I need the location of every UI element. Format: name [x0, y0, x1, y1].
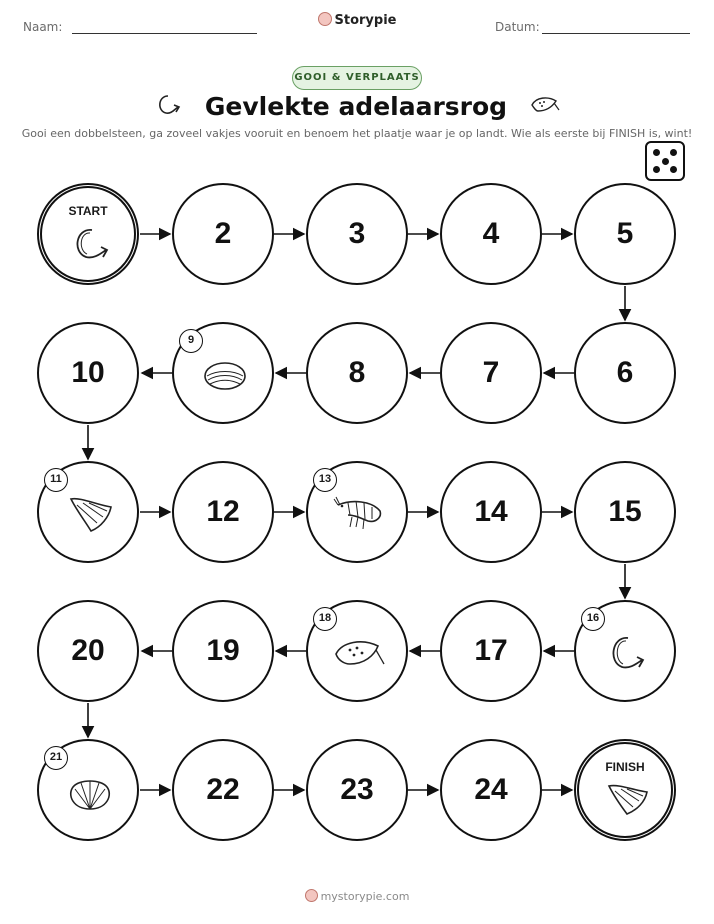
board-square-8: 8 [306, 322, 408, 424]
board-square-20: 20 [37, 600, 139, 702]
instructions-text: Gooi een dobbelsteen, ga zoveel vakjes vooruit en benoem het plaatje waar je op landt. Wie als eerste bij FINISH is, wint! [21, 127, 693, 140]
finish-square [574, 739, 676, 841]
board-square-7: 7 [440, 322, 542, 424]
board-square-3: 3 [306, 183, 408, 285]
hook-icon [70, 224, 112, 266]
shrimp-icon [332, 495, 386, 533]
finish-label: FINISH [605, 760, 645, 774]
picture-number-11: 11 [44, 468, 68, 492]
brand-name: Storypie [334, 13, 397, 28]
picture-number-21: 21 [44, 746, 68, 770]
storypie-logo-icon [305, 889, 318, 902]
board-square-23: 23 [306, 739, 408, 841]
date-label: Datum: [495, 20, 540, 34]
picture-number-18: 18 [313, 607, 337, 631]
name-label: Naam: [23, 20, 63, 34]
board-square-4: 4 [440, 183, 542, 285]
fin-icon [67, 493, 115, 537]
board-square-5: 5 [574, 183, 676, 285]
picture-number-9: 9 [179, 329, 203, 353]
fin-icon [605, 780, 651, 820]
clam-icon [202, 358, 248, 392]
board-square-10: 10 [37, 322, 139, 424]
footer [0, 889, 714, 903]
title-text: Gevlekte adelaarsrog [204, 92, 508, 121]
board-square-6: 6 [574, 322, 676, 424]
board-square-15: 15 [574, 461, 676, 563]
board-square-17: 17 [440, 600, 542, 702]
picture-number-13: 13 [313, 468, 337, 492]
start-square [37, 183, 139, 285]
board-square-14: 14 [440, 461, 542, 563]
board-square-2: 2 [172, 183, 274, 285]
board-square-24: 24 [440, 739, 542, 841]
ray-icon [332, 636, 386, 670]
picture-number-16: 16 [581, 607, 605, 631]
board-square-12: 12 [172, 461, 274, 563]
footer-url[interactable]: mystorypie.com [320, 890, 410, 903]
start-label: START [68, 204, 108, 218]
board-square-22: 22 [172, 739, 274, 841]
board-square-19: 19 [172, 600, 274, 702]
hook-icon [604, 632, 650, 676]
activity-badge: GOOI & VERPLAATS [292, 66, 422, 90]
scallop-shell-icon [65, 775, 115, 813]
